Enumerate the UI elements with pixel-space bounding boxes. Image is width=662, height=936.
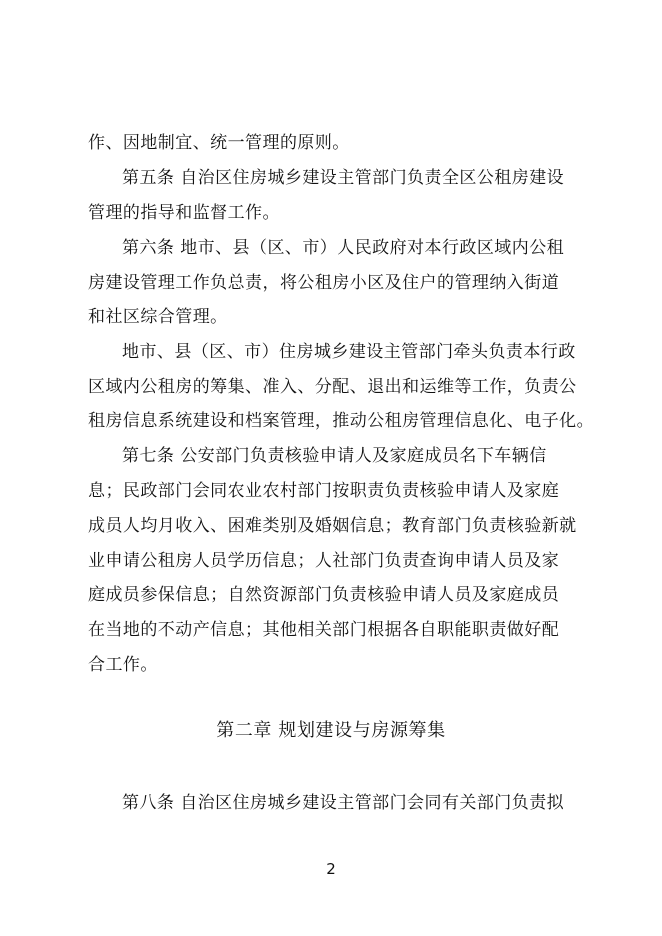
text-line: 作、因地制宜、统一管理的原则。 xyxy=(88,133,350,153)
text-line: 区域内公租房的筹集、准入、分配、退出和运维等工作，负责公 xyxy=(88,377,577,397)
page-number: 2 xyxy=(326,860,336,878)
text-line: 庭成员参保信息；自然资源部门负责核验申请人员及家庭成员 xyxy=(88,585,560,605)
text-line: 第五条 自治区住房城乡建设主管部门负责全区公租房建设 xyxy=(122,168,565,188)
text-line: 房建设管理工作负总责，将公租房小区及住户的管理纳入街道 xyxy=(88,273,560,293)
chapter-title: 第二章 规划建设与房源筹集 xyxy=(216,720,446,741)
text-line: 第七条 公安部门负责核验申请人及家庭成员名下车辆信 xyxy=(122,446,547,466)
text-line: 租房信息系统建设和档案管理，推动公租房管理信息化、电子化。 xyxy=(88,411,595,431)
text-line: 地市、县（区、市）住房城乡建设主管部门牵头负责本行政 xyxy=(122,342,576,362)
text-line: 管理的指导和监督工作。 xyxy=(88,203,280,223)
text-line: 成员人均月收入、困难类别及婚姻信息；教育部门负责核验新就 xyxy=(88,516,577,536)
text-line: 和社区综合管理。 xyxy=(88,307,228,327)
text-line: 第八条 自治区住房城乡建设主管部门会同有关部门负责拟 xyxy=(122,793,565,813)
text-line: 业申请公租房人员学历信息；人社部门负责查询申请人员及家 xyxy=(88,551,560,571)
text-line: 息；民政部门会同农业农村部门按职责负责核验申请人及家庭 xyxy=(88,481,560,501)
text-line: 第六条 地市、县（区、市）人民政府对本行政区域内公租 xyxy=(122,238,565,258)
text-line: 合工作。 xyxy=(88,655,158,675)
text-line: 在当地的不动产信息；其他相关部门根据各自职能职责做好配 xyxy=(88,620,560,640)
